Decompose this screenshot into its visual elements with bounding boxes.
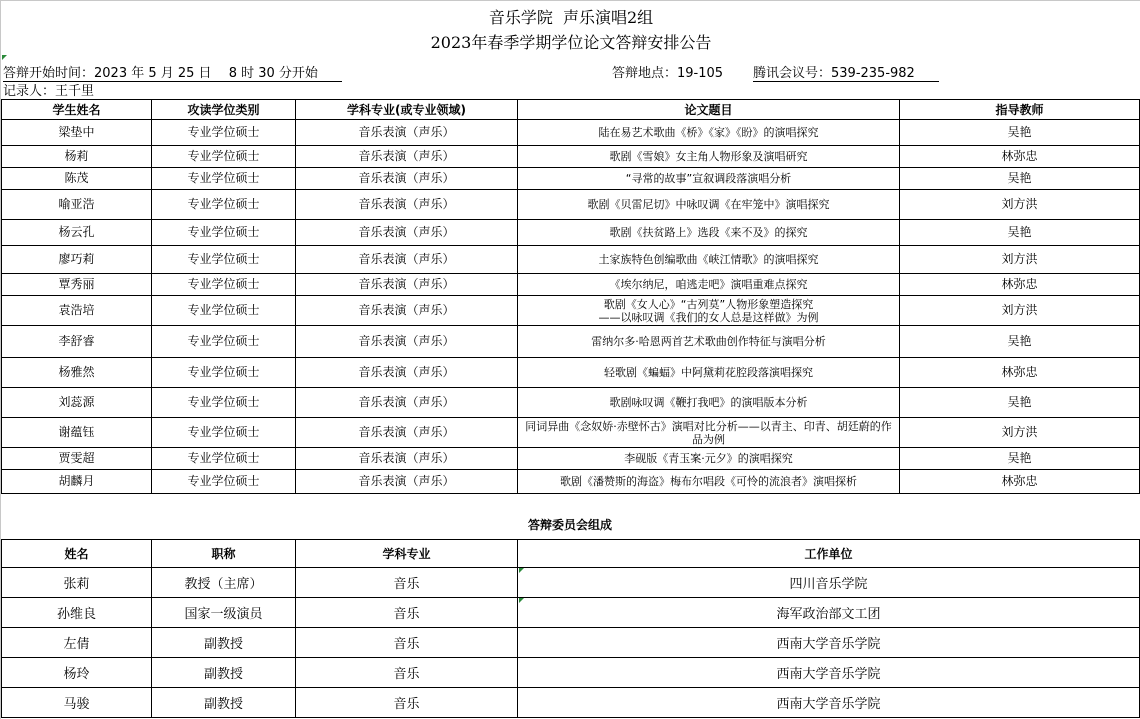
col-header-member-major[interactable]: 学科专业 — [296, 540, 518, 568]
member-major-cell[interactable]: 音乐 — [296, 628, 518, 658]
student-row — [2, 168, 1140, 190]
degree-type-cell[interactable]: 专业学位硕士 — [152, 274, 296, 296]
degree-type-cell[interactable]: 专业学位硕士 — [152, 358, 296, 388]
advisor-cell[interactable]: 吴艳 — [900, 120, 1140, 146]
major-cell[interactable]: 音乐表演（声乐） — [296, 358, 518, 388]
member-unit-cell[interactable]: 西南大学音乐学院 — [518, 688, 1140, 718]
student-name-cell[interactable]: 胡麟月 — [2, 470, 152, 494]
major-cell[interactable]: 音乐表演（声乐） — [296, 388, 518, 418]
degree-type-cell[interactable]: 专业学位硕士 — [152, 120, 296, 146]
member-unit-cell[interactable]: 海军政治部文工团 — [518, 598, 1140, 628]
major-cell[interactable]: 音乐表演（声乐） — [296, 326, 518, 358]
member-major-cell[interactable]: 音乐 — [296, 568, 518, 598]
col-header-student-name[interactable]: 学生姓名 — [2, 100, 152, 120]
student-name-cell[interactable]: 覃秀丽 — [2, 274, 152, 296]
student-row — [2, 190, 1140, 220]
committee-row — [2, 628, 1140, 658]
advisor-cell[interactable]: 林弥忠 — [900, 274, 1140, 296]
degree-type-cell[interactable]: 专业学位硕士 — [152, 448, 296, 470]
recorder-text: 记录人：王千里 — [3, 80, 118, 100]
degree-type-cell[interactable]: 专业学位硕士 — [152, 168, 296, 190]
degree-type-cell[interactable]: 专业学位硕士 — [152, 296, 296, 326]
advisor-cell[interactable]: 刘方洪 — [900, 418, 1140, 448]
advisor-cell[interactable]: 刘方洪 — [900, 190, 1140, 220]
member-unit-cell[interactable]: 四川音乐学院 — [518, 568, 1140, 598]
committee-row — [2, 658, 1140, 688]
major-cell[interactable]: 音乐表演（声乐） — [296, 274, 518, 296]
major-cell[interactable]: 音乐表演（声乐） — [296, 168, 518, 190]
thesis-topic-cell[interactable]: “寻常的故事”宣叙调段落演唱分析 — [518, 168, 900, 190]
start-time-cell[interactable] — [3, 62, 342, 82]
col-header-member-name[interactable]: 姓名 — [2, 540, 152, 568]
thesis-topic-cell[interactable]: 轻歌剧《蝙蝠》中阿黛莉花腔段落演唱探究 — [518, 358, 900, 388]
thesis-topic-cell[interactable]: 同词异曲《念奴娇·赤壁怀古》演唱对比分析——以青主、印青、胡廷蔚的作品为例 — [518, 418, 900, 448]
thesis-topic-cell[interactable]: 李砚版《青玉案·元夕》的演唱探究 — [518, 448, 900, 470]
student-row — [2, 448, 1140, 470]
student-name-cell[interactable]: 杨雅然 — [2, 358, 152, 388]
student-name-cell[interactable]: 袁浩培 — [2, 296, 152, 326]
thesis-topic-cell[interactable]: 歌剧《扶贫路上》选段《来不及》的探究 — [518, 220, 900, 246]
member-title-cell[interactable]: 教授（主席） — [152, 568, 296, 598]
meeting-id-text: 腾讯会议号：539-235-982 — [753, 62, 939, 82]
member-name-cell[interactable]: 杨玲 — [2, 658, 152, 688]
student-row — [2, 220, 1140, 246]
committee-row — [2, 688, 1140, 718]
advisor-cell[interactable]: 林弥忠 — [900, 470, 1140, 494]
cell-comment-marker — [519, 598, 524, 603]
advisor-cell[interactable]: 吴艳 — [900, 220, 1140, 246]
major-cell[interactable]: 音乐表演（声乐） — [296, 220, 518, 246]
degree-type-cell[interactable]: 专业学位硕士 — [152, 326, 296, 358]
student-name-cell[interactable]: 杨莉 — [2, 146, 152, 168]
location-text: 答辩地点：19-105 — [612, 66, 724, 81]
major-cell[interactable]: 音乐表演（声乐） — [296, 120, 518, 146]
major-cell[interactable]: 音乐表演（声乐） — [296, 418, 518, 448]
degree-type-cell[interactable]: 专业学位硕士 — [152, 246, 296, 274]
student-name-cell[interactable]: 廖巧莉 — [2, 246, 152, 274]
committee-table-header-row — [2, 540, 1140, 568]
advisor-cell[interactable]: 林弥忠 — [900, 146, 1140, 168]
student-name-cell[interactable]: 贾雯超 — [2, 448, 152, 470]
member-title-cell[interactable]: 国家一级演员 — [152, 598, 296, 628]
major-cell[interactable]: 音乐表演（声乐） — [296, 146, 518, 168]
student-name-cell[interactable]: 喻亚浩 — [2, 190, 152, 220]
degree-type-cell[interactable]: 专业学位硕士 — [152, 388, 296, 418]
degree-type-cell[interactable]: 专业学位硕士 — [152, 220, 296, 246]
thesis-topic-cell[interactable]: 歌剧《贝雷尼切》中咏叹调《在牢笼中》演唱探究 — [518, 190, 900, 220]
school-name: 音乐学院 — [488, 8, 553, 27]
start-time-text: 答辩开始时间：2023 年 5 月 25 日 8 时 30 分开始 — [3, 62, 342, 82]
header-line-1 — [1, 5, 1140, 28]
student-row — [2, 120, 1140, 146]
thesis-topic-cell[interactable]: 雷纳尔多·哈恩两首艺术歌曲创作特征与演唱分析 — [518, 326, 900, 358]
committee-row — [2, 568, 1140, 598]
major-cell[interactable]: 音乐表演（声乐） — [296, 246, 518, 274]
advisor-cell[interactable]: 林弥忠 — [900, 358, 1140, 388]
major-cell[interactable]: 音乐表演（声乐） — [296, 448, 518, 470]
student-name-cell[interactable]: 李舒睿 — [2, 326, 152, 358]
advisor-cell[interactable]: 刘方洪 — [900, 296, 1140, 326]
member-name-cell[interactable]: 左倩 — [2, 628, 152, 658]
thesis-topic-cell[interactable]: 歌剧《雪娘》女主角人物形象及演唱研究 — [518, 146, 900, 168]
student-row — [2, 246, 1140, 274]
advisor-cell[interactable]: 吴艳 — [900, 388, 1140, 418]
col-header-degree-type[interactable]: 攻读学位类别 — [152, 100, 296, 120]
student-row — [2, 146, 1140, 168]
student-row — [2, 388, 1140, 418]
member-major-cell[interactable]: 音乐 — [296, 688, 518, 718]
degree-type-cell[interactable]: 专业学位硕士 — [152, 418, 296, 448]
col-header-member-title[interactable]: 职称 — [152, 540, 296, 568]
thesis-topic-cell[interactable]: 歌剧《潘赞斯的海盗》梅布尔唱段《可怜的流浪者》演唱探析 — [518, 470, 900, 494]
member-unit-cell[interactable]: 西南大学音乐学院 — [518, 628, 1140, 658]
advisor-cell[interactable]: 刘方洪 — [900, 246, 1140, 274]
committee-row — [2, 598, 1140, 628]
student-row — [2, 274, 1140, 296]
advisor-cell[interactable]: 吴艳 — [900, 168, 1140, 190]
meeting-id-cell[interactable] — [753, 62, 939, 82]
col-header-member-unit[interactable]: 工作单位 — [518, 540, 1140, 568]
student-row — [2, 358, 1140, 388]
member-name-cell[interactable]: 孙维良 — [2, 598, 152, 628]
student-row — [2, 326, 1140, 358]
member-title-cell[interactable]: 副教授 — [152, 688, 296, 718]
student-name-cell[interactable]: 刘蕊源 — [2, 388, 152, 418]
committee-table-body — [2, 568, 1140, 718]
student-name-cell[interactable]: 杨云孔 — [2, 220, 152, 246]
member-title-cell[interactable]: 副教授 — [152, 658, 296, 688]
col-header-thesis-topic[interactable]: 论文题目 — [518, 100, 900, 120]
student-table-header-row — [2, 100, 1140, 120]
student-name-cell[interactable]: 陈茂 — [2, 168, 152, 190]
degree-type-cell[interactable]: 专业学位硕士 — [152, 146, 296, 168]
member-major-cell[interactable]: 音乐 — [296, 658, 518, 688]
thesis-topic-cell[interactable]: 陆在易艺术歌曲《桥》《家》《盼》的演唱探究 — [518, 120, 900, 146]
member-name-cell[interactable]: 张莉 — [2, 568, 152, 598]
member-major-cell[interactable]: 音乐 — [296, 598, 518, 628]
student-schedule-table — [1, 99, 1140, 494]
committee-title: 答辩委员会组成 — [527, 518, 612, 532]
degree-type-cell[interactable]: 专业学位硕士 — [152, 190, 296, 220]
major-cell[interactable]: 音乐表演（声乐） — [296, 296, 518, 326]
cell-comment-marker — [519, 568, 524, 573]
member-name-cell[interactable]: 马骏 — [2, 688, 152, 718]
advisor-cell[interactable]: 吴艳 — [900, 326, 1140, 358]
student-row — [2, 470, 1140, 494]
recorder-cell[interactable] — [3, 80, 118, 100]
student-name-cell[interactable]: 梁垫中 — [2, 120, 152, 146]
student-name-cell[interactable]: 谢蕴钰 — [2, 418, 152, 448]
advisor-cell[interactable]: 吴艳 — [900, 448, 1140, 470]
col-header-major[interactable]: 学科专业(或专业领域) — [296, 100, 518, 120]
thesis-topic-cell[interactable]: 歌剧《女人心》“古列莫”人物形象塑造探究 ——以咏叹调《我们的女人总是这样做》为例 — [518, 296, 900, 326]
student-row — [2, 296, 1140, 326]
member-title-cell[interactable]: 副教授 — [152, 628, 296, 658]
student-table-body — [2, 120, 1140, 494]
announcement-title: 2023年春季学期学位论文答辩安排公告 — [430, 33, 712, 52]
thesis-topic-cell[interactable]: 土家族特色创编歌曲《峡江情歌》的演唱探究 — [518, 246, 900, 274]
thesis-topic-cell[interactable]: 《埃尔纳尼，咱逃走吧》演唱重难点探究 — [518, 274, 900, 296]
major-cell[interactable]: 音乐表演（声乐） — [296, 470, 518, 494]
thesis-topic-cell[interactable]: 歌剧咏叹调《鞭打我吧》的演唱版本分析 — [518, 388, 900, 418]
degree-type-cell[interactable]: 专业学位硕士 — [152, 470, 296, 494]
student-row — [2, 418, 1140, 448]
cell-comment-marker — [2, 55, 7, 60]
group-name: 声乐演唱2组 — [563, 8, 654, 27]
member-unit-cell[interactable]: 西南大学音乐学院 — [518, 658, 1140, 688]
major-cell[interactable]: 音乐表演（声乐） — [296, 190, 518, 220]
location-cell[interactable] — [612, 62, 723, 81]
committee-table — [1, 539, 1140, 718]
col-header-advisor[interactable]: 指导教师 — [900, 100, 1140, 120]
